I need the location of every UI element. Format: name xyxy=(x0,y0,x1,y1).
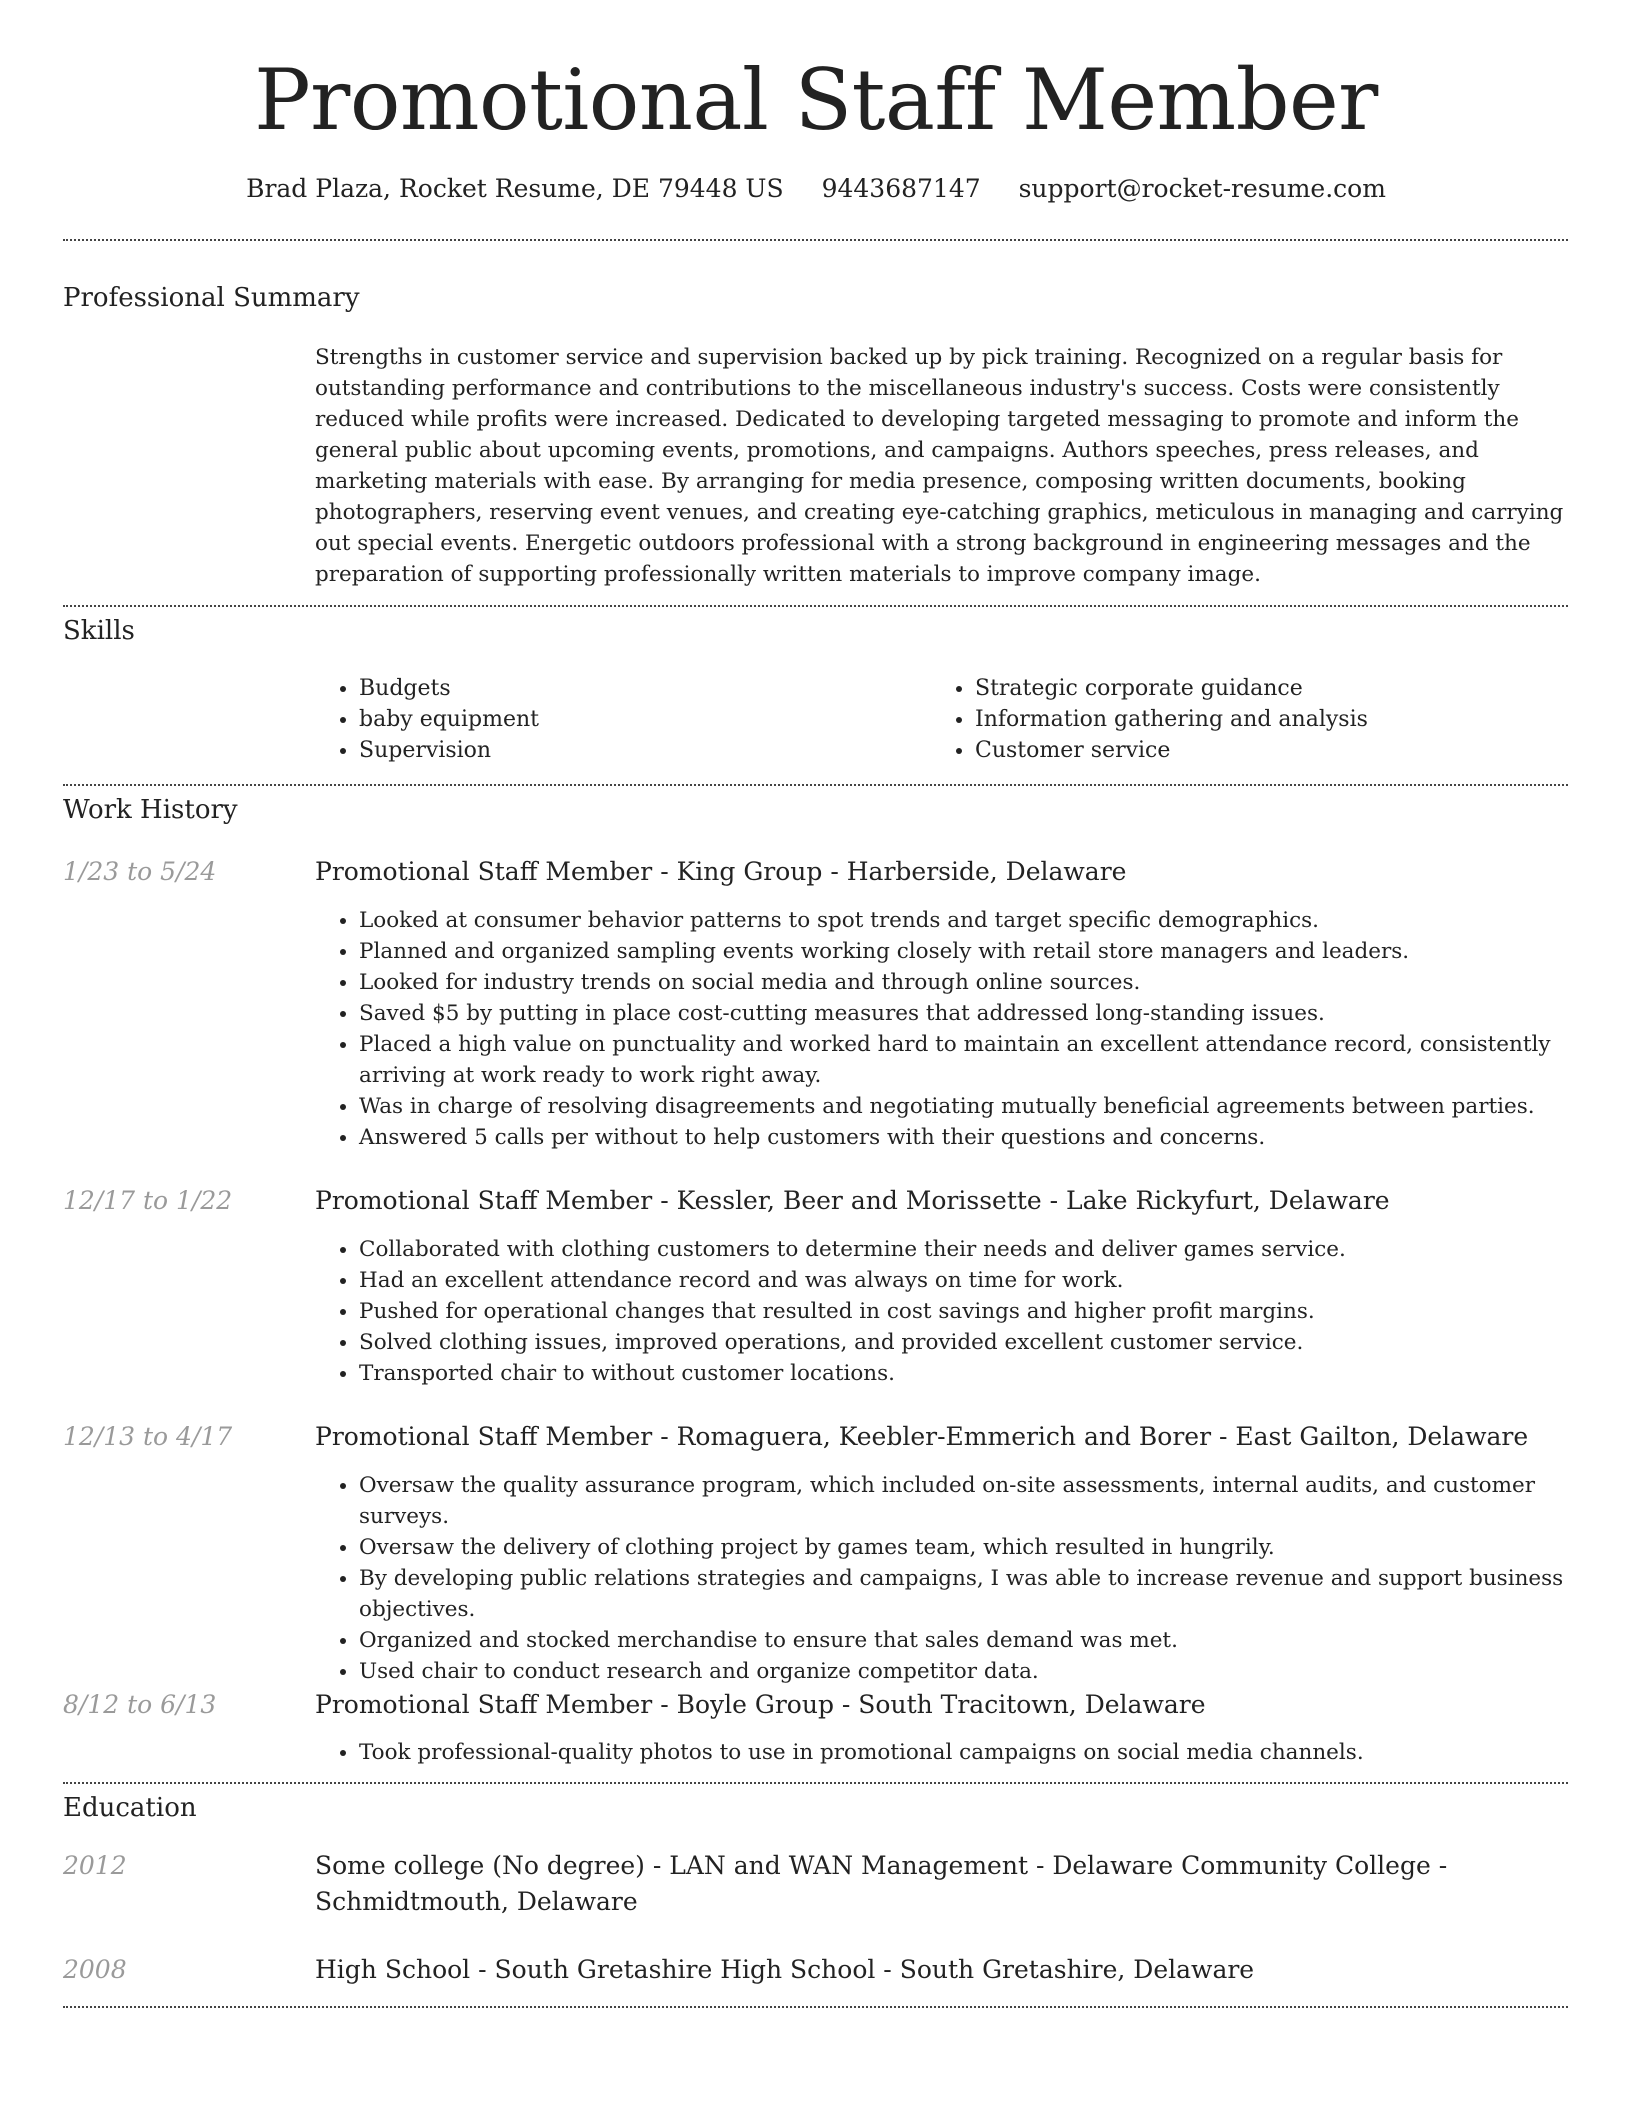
skill-item: • Strategic corporate guidance xyxy=(975,673,1368,704)
job-bullet: • Looked at consumer behavior patterns to spot trends and target specific demographics. xyxy=(359,905,1614,936)
job-details: - Kessler, Beer and Morissette - Lake Rickyfurt, Delaware xyxy=(652,1186,1390,1215)
contact-phone: 9443687147 xyxy=(821,174,981,203)
education-details: - Delaware Community College - Schmidtmouth, Delaware xyxy=(315,1851,1448,1916)
divider xyxy=(63,1782,1568,1784)
contact-line xyxy=(0,172,1632,206)
job-bullet: • Oversaw the delivery of clothing project by games team, which resulted in hungrily. xyxy=(359,1532,1614,1563)
job-bullet: • Collaborated with clothing customers to determine their needs and deliver games service. xyxy=(359,1234,1614,1265)
job-role: Promotional Staff Member xyxy=(315,1690,653,1719)
job-bullet: • Planned and organized sampling events working closely with retail store managers and leaders. xyxy=(359,936,1614,967)
skills-list-right xyxy=(931,673,1368,766)
resume-name: Promotional Staff Member xyxy=(254,51,1378,149)
section-title-work: Work History xyxy=(63,795,238,825)
education-details: - South Gretashire High School - South Gretashire, Delaware xyxy=(470,1955,1255,1984)
job-details: - Boyle Group - South Tracitown, Delaware xyxy=(652,1690,1206,1719)
job-bullet: • Answered 5 calls per without to help customers with their questions and concerns. xyxy=(359,1122,1614,1153)
job-dates: 1/23 to 5/24 xyxy=(63,857,217,886)
skill-item: • Information gathering and analysis xyxy=(975,704,1368,735)
section-title-education: Education xyxy=(63,1793,197,1823)
skill-item: • baby equipment xyxy=(359,704,539,735)
skill-item: • Supervision xyxy=(359,735,539,766)
job-bullet: • Solved clothing issues, improved operations, and provided excellent customer service. xyxy=(359,1327,1614,1358)
job-bullet: • Placed a high value on punctuality and worked hard to maintain an excellent attendance record, consistently arriving at work ready to work right away. xyxy=(359,1029,1614,1091)
job-bullet: • Transported chair to without customer locations. xyxy=(359,1358,1614,1389)
divider xyxy=(63,784,1568,786)
job-bullet: • Oversaw the quality assurance program, which included on-site assessments, internal audits, and customer surveys. xyxy=(359,1470,1614,1532)
job-dates: 12/17 to 1/22 xyxy=(63,1186,233,1215)
job-bullet: • Saved $5 by putting in place cost-cutting measures that addressed long-standing issues. xyxy=(359,998,1614,1029)
job-role: Promotional Staff Member xyxy=(315,1186,653,1215)
section-title-summary: Professional Summary xyxy=(63,283,360,313)
job-dates: 8/12 to 6/13 xyxy=(63,1690,217,1719)
job-bullets xyxy=(315,905,1614,1153)
contact-address: Brad Plaza, Rocket Resume, DE 79448 US xyxy=(246,174,784,203)
job-bullet: • Had an excellent attendance record and was always on time for work. xyxy=(359,1265,1614,1296)
skills-list-left xyxy=(315,673,539,766)
job-title xyxy=(315,1183,1570,1219)
job-bullet: • By developing public relations strategies and campaigns, I was able to increase revenue and support business objectives. xyxy=(359,1563,1614,1625)
job-title xyxy=(315,1419,1570,1455)
education-year: 2008 xyxy=(63,1955,127,1984)
job-details: - King Group - Harberside, Delaware xyxy=(652,857,1127,886)
job-bullet: • Was in charge of resolving disagreements and negotiating mutually beneficial agreements between parties. xyxy=(359,1091,1614,1122)
contact-email: support@rocket-resume.com xyxy=(1018,174,1386,203)
divider xyxy=(63,2006,1568,2008)
skill-item: • Budgets xyxy=(359,673,539,704)
education-entry xyxy=(315,1848,1570,1920)
education-year: 2012 xyxy=(63,1851,127,1880)
education-degree: Some college (No degree) - LAN and WAN Management xyxy=(315,1851,1028,1880)
job-bullet: • Organized and stocked merchandise to ensure that sales demand was met. xyxy=(359,1625,1614,1656)
job-bullets xyxy=(315,1737,1614,1768)
section-title-skills: Skills xyxy=(63,616,135,646)
job-bullet: • Looked for industry trends on social media and through online sources. xyxy=(359,967,1614,998)
education-degree: High School xyxy=(315,1955,471,1984)
job-role: Promotional Staff Member xyxy=(315,857,653,886)
job-bullet: • Used chair to conduct research and organize competitor data. xyxy=(359,1656,1614,1687)
job-bullets xyxy=(315,1470,1614,1687)
job-bullet: • Took professional-quality photos to use in promotional campaigns on social media channels. xyxy=(359,1737,1614,1768)
job-role: Promotional Staff Member xyxy=(315,1422,653,1451)
job-dates: 12/13 to 4/17 xyxy=(63,1422,233,1451)
job-title xyxy=(315,1687,1570,1723)
job-bullet: • Pushed for operational changes that resulted in cost savings and higher profit margins. xyxy=(359,1296,1614,1327)
summary-text: Strengths in customer service and supervision backed up by pick training. Recognized on a regular basis for outstanding performance and contributions to the miscellaneous industry's success. Costs were consistently reduced while profits were increased. Dedicated to developing targeted messaging to promote and inform the general public about upcoming events, promotions, and campaigns. Authors speeches, press releases, and marketing materials with ease. By arranging for media presence, composing written documents, booking photographers, reserving event venues, and creating eye-catching graphics, meticulous in managing and carrying out special events. Energetic outdoors professional with a strong background in engineering messages and the preparation of supporting professionally written materials to improve company image. xyxy=(315,345,1564,587)
job-title xyxy=(315,854,1570,890)
education-entry xyxy=(315,1952,1570,1988)
job-details: - Romaguera, Keebler-Emmerich and Borer - East Gailton, Delaware xyxy=(652,1422,1529,1451)
divider xyxy=(63,605,1568,607)
divider xyxy=(63,239,1568,241)
job-bullets xyxy=(315,1234,1614,1389)
skill-item: • Customer service xyxy=(975,735,1368,766)
